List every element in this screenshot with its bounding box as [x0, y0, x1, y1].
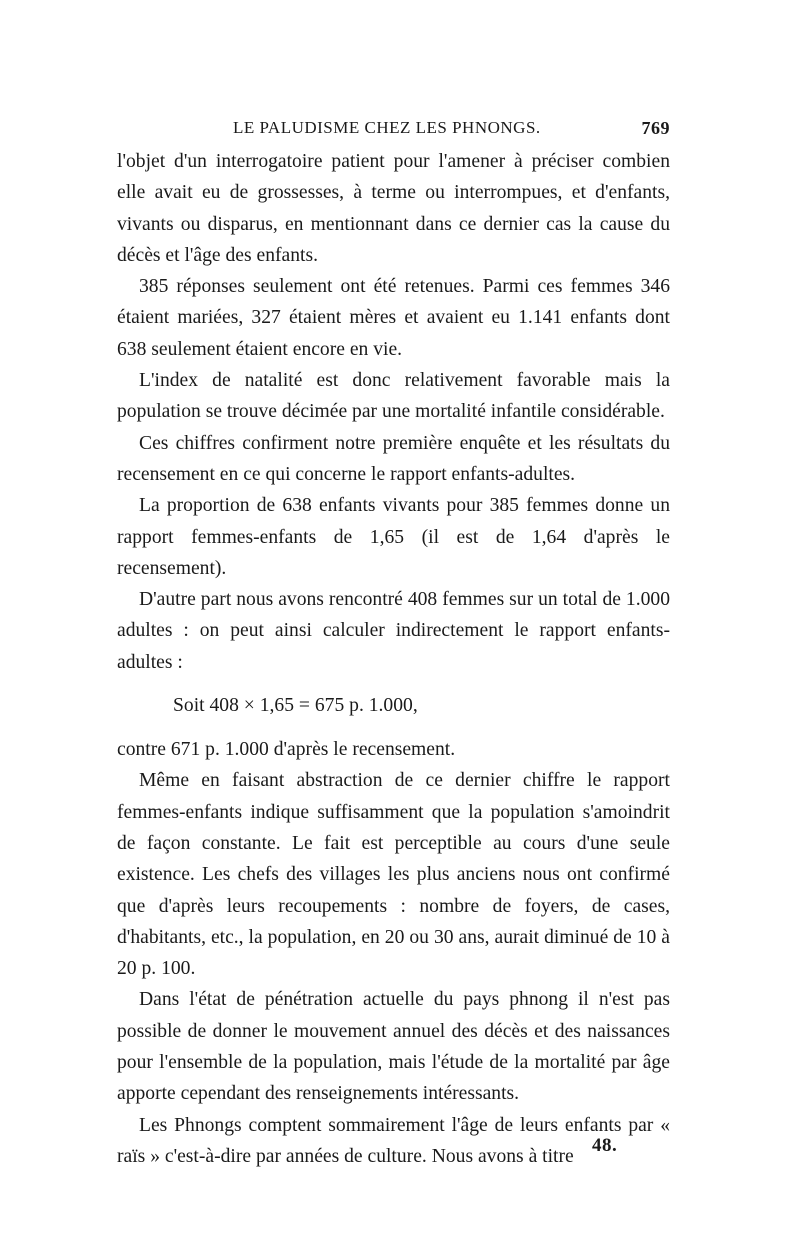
body-text	[117, 146, 670, 1172]
page-header	[117, 118, 670, 146]
paragraph-continuation: l'objet d'un interrogatoire patient pour l'amener à préciser combien elle avait eu de grossesses, à terme ou interrompues, et d'enfants, vivants ou disparus, en mentionnant dans ce dernier cas la cause du décès et l'âge des enfants.	[117, 151, 670, 266]
running-title: LE PALUDISME CHEZ LES PHNONGS.	[233, 118, 541, 137]
page-number: 769	[641, 118, 670, 138]
paragraph: 385 réponses seulement ont été retenues. Parmi ces femmes 346 étaient mariées, 327 étaient mères et avaient eu 1.141 enfants dont 638 seulement étaient encore en vie.	[117, 276, 670, 360]
paragraph: Même en faisant abstraction de ce dernier chiffre le rapport femmes-enfants indique suffisamment que la population s'amoindrit de façon constante. Le fait est perceptible au cours d'une seule existence. Les chefs des villages les plus anciens nous ont confirmé que d'après leurs recoupements : nombre de foyers, de cases, d'habitants, etc., la population, en 20 ou 30 ans, aurait diminué de 10 à 20 p. 100.	[117, 770, 670, 980]
paragraph: D'autre part nous avons rencontré 408 femmes sur un total de 1.000 adultes : on peut ainsi calculer indirectement le rapport enfants-adultes :	[117, 589, 670, 673]
signature-mark: 48.	[592, 1135, 618, 1156]
formula-line: Soit 408 × 1,65 = 675 p. 1.000,	[173, 695, 418, 717]
paragraph: Les Phnongs comptent sommairement l'âge de leurs enfants par « raïs » c'est-à-dire par années de culture. Nous avons à titre	[117, 1114, 670, 1167]
paragraph: Ces chiffres confirment notre première enquête et les résultats du recensement en ce qui concerne le rapport enfants-adultes.	[117, 432, 670, 485]
paragraph: L'index de natalité est donc relativement favorable mais la population se trouve décimée par une mortalité infantile considérable.	[117, 370, 670, 423]
paragraph: Dans l'état de pénétration actuelle du pays phnong il n'est pas possible de donner le mouvement annuel des décès et des naissances pour l'ensemble de la population, mais l'étude de la mortalité par âge apporte cependant des renseignements intéressants.	[117, 989, 670, 1105]
paragraph-continuation: contre 671 p. 1.000 d'après le recensement.	[117, 739, 456, 761]
paragraph: La proportion de 638 enfants vivants pour 385 femmes donne un rapport femmes-enfants de 1,65 (il est de 1,64 d'après le recensement).	[117, 495, 670, 579]
